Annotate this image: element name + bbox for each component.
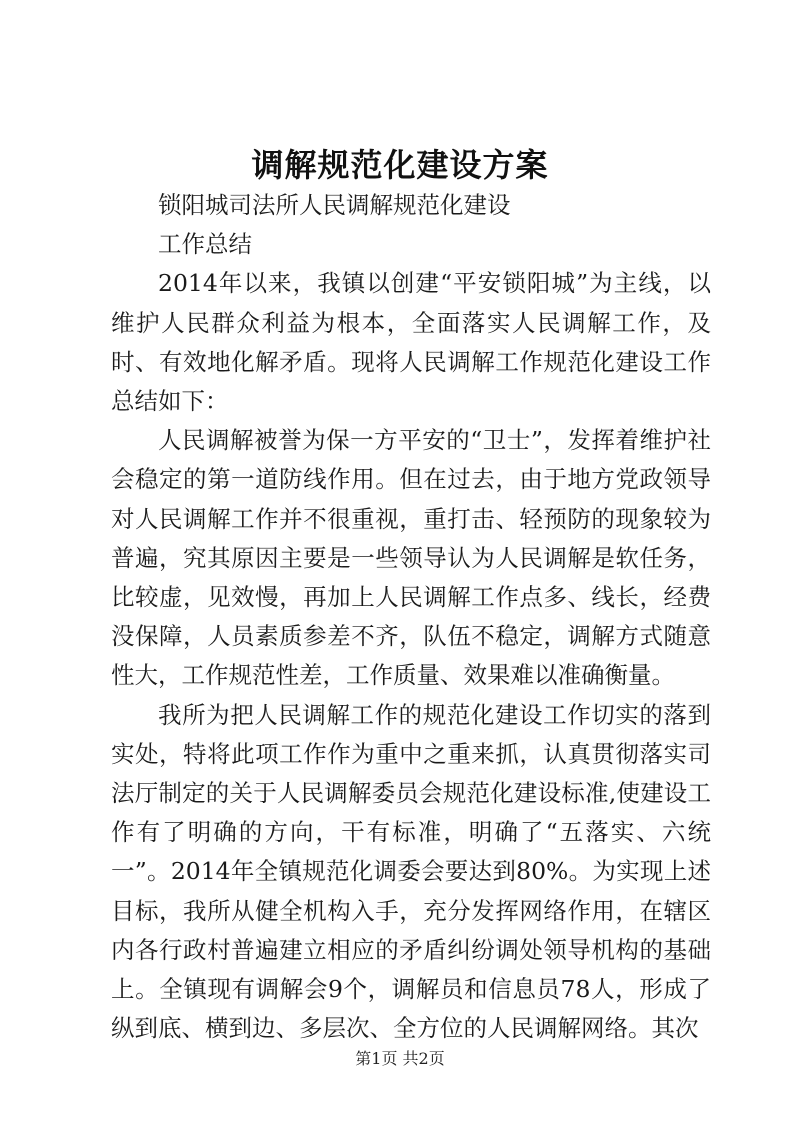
document-title: 调解规范化建设方案 <box>251 146 549 184</box>
paragraph: 我所为把人民调解工作的规范化建设工作切实的落到实处，特将此项工作作为重中之重来抓，认真贯彻落实司法厅制定的关于人民调解委员会规范化建设标准,使建设工作有了明确的方向，干有标准，明确了“五落实、六统一”。2014年全镇规范化调委会要达到80%。为实现上述目标，我所从健全机构入手，充分发挥网络作用，在辖区内各行政村普遍建立相应的矛盾纠纷调处领导机构的基础上。全镇现有调解会9个，调解员和信息员78人，形成了纵到底、横到边、多层次、全方位的人民调解网络。其次 <box>111 700 711 1043</box>
paragraph-subtitle-2: 工作总结 <box>158 230 252 259</box>
paragraph-subtitle: 锁阳城司法所人民调解规范化建设 <box>158 191 511 219</box>
page-number-footer: 第1页 共2页 <box>355 1049 445 1068</box>
paragraph: 人民调解被誉为保一方平安的“卫士”，发挥着维护社会稳定的第一道防线作用。但在过去，由于地方党政领导对人民调解工作并不很重视，重打击、轻预防的现象较为普遍，究其原因主要是一些领导认为人民调解是软任务，比较虚，见效慢，再加上人民调解工作点多、线长，经费没保障，人员素质参差不齐，队伍不稳定，调解方式随意性大，工作规范性差，工作质量、效果难以准确衡量。 <box>111 426 711 690</box>
document-body <box>111 186 711 1048</box>
paragraph: 2014年以来，我镇以创建“平安锁阳城”为主线，以维护人民群众利益为根本，全面落实人民调解工作，及时、有效地化解矛盾。现将人民调解工作规范化建设工作总结如下： <box>111 269 711 416</box>
